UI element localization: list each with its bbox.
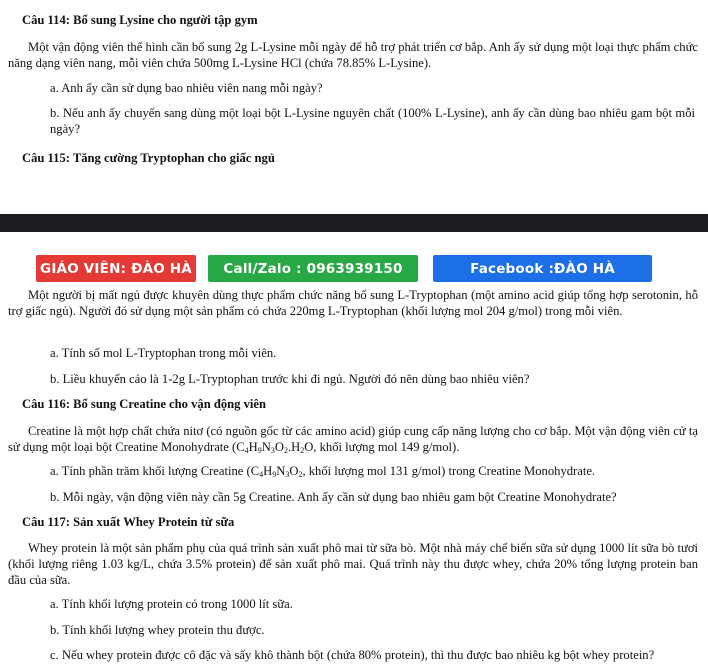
subscript: 2 xyxy=(298,470,303,479)
q115-part-b: b. Liều khuyến cáo là 1-2g L-Tryptophan trước khi đi ngủ. Người đó nên dùng bao nhiêu viên? xyxy=(50,372,530,386)
q116-a-text: N xyxy=(276,464,286,478)
divider-bar xyxy=(0,214,708,232)
q117-part-b: b. Tính khối lượng whey protein thu được. xyxy=(50,623,265,637)
q116-title: Câu 116: Bổ sung Creatine cho vận động viên xyxy=(22,397,266,411)
q115-title: Câu 115: Tăng cường Tryptophan cho giấc ngủ xyxy=(22,151,275,165)
q117-intro: Whey protein là một sản phẩm phụ của quá trình sản xuất phô mai từ sữa bò. Một nhà máy chế biến sữa sử dụng 1000 lít sữa bò tươi (khối lượng riêng 1.03 kg/L, chứa 3.5% protein) để sản xuất phô mai. Quá trình này thu được whey, chứa 20% tổng lượng protein ban đầu của sữa. xyxy=(8,541,698,587)
subscript: 4 xyxy=(259,470,264,479)
q114-part-a: a. Anh ấy cần sử dụng bao nhiêu viên nang mỗi ngày? xyxy=(50,81,323,95)
q117-part-c: c. Nếu whey protein được cô đặc và sấy khô thành bột (chứa 80% protein), thì thu được bao nhiêu kg bột whey protein? xyxy=(50,648,655,662)
q116-intro xyxy=(8,423,698,455)
q116-a-text: , khối lượng mol 131 g/mol) trong Creatine Monohydrate. xyxy=(302,464,596,478)
subscript: 2 xyxy=(283,446,288,455)
subscript: 3 xyxy=(285,470,290,479)
q116-intro-text: N xyxy=(261,440,271,454)
q116-intro-text: O xyxy=(274,440,284,454)
q117-part-a: a. Tính khối lượng protein có trong 1000 lít sữa. xyxy=(50,597,293,611)
q116-a-text: H xyxy=(263,464,273,478)
q116-a-text: a. Tính phần trăm khối lượng Creatine (C xyxy=(50,464,260,478)
q116-intro-text: Creatine là một hợp chất chứa nitơ (có nguồn gốc từ các amino acid) giúp cung cấp năng lượng cho cơ bắp. Một vận động viên cử tạ sử dụng một loại bột Creatine Monohydrate (C xyxy=(8,424,698,454)
teacher-badge[interactable]: GIÁO VIÊN: ĐÀO HÀ xyxy=(36,255,196,282)
q114-title: Câu 114: Bổ sung Lysine cho người tập gym xyxy=(22,13,258,27)
q116-part-b: b. Mỗi ngày, vận động viên này cần 5g Creatine. Anh ấy cần sử dụng bao nhiêu gam bột Creatine Monohydrate? xyxy=(50,490,617,504)
subscript: 9 xyxy=(272,470,277,479)
subscript: 4 xyxy=(244,446,249,455)
q114-intro: Một vận động viên thể hình cần bổ sung 2g L-Lysine mỗi ngày để hỗ trợ phát triển cơ bắp. Anh ấy sử dụng một loại thực phẩm chức năng dạng viên nang, mỗi viên chứa 500mg L-Lysine HCl (chứa 78.85% L-Lysine). xyxy=(8,40,698,70)
q116-a-text: O xyxy=(289,464,299,478)
subscript: 9 xyxy=(257,446,262,455)
q114-part-b: b. Nếu anh ấy chuyển sang dùng một loại bột L-Lysine nguyên chất (100% L-Lysine), anh ấy cần dùng bao nhiêu gam bột mỗi ngày? xyxy=(50,106,695,136)
q115-part-a: a. Tính số mol L-Tryptophan trong mỗi viên. xyxy=(50,346,277,360)
q116-part-a xyxy=(50,463,695,479)
subscript: 2 xyxy=(300,446,305,455)
call-zalo-button[interactable]: Call/Zalo : 0963939150 xyxy=(208,255,418,282)
q116-intro-text: H xyxy=(248,440,258,454)
q117-title: Câu 117: Sản xuất Whey Protein từ sữa xyxy=(22,515,235,529)
q115-intro: Một người bị mất ngủ được khuyên dùng thực phẩm chức năng bổ sung L-Tryptophan (một amino acid giúp tổng hợp serotonin, hỗ trợ giấc ngủ). Người đó sử dụng một sản phẩm có chứa 220mg L-Tryptophan (khối lượng mol 204 g/mol) trong mỗi viên. xyxy=(8,288,698,318)
q116-intro-text: O, khối lượng mol 149 g/mol). xyxy=(304,440,460,454)
q116-intro-text: .H xyxy=(287,440,301,454)
subscript: 3 xyxy=(270,446,275,455)
facebook-button[interactable]: Facebook :ĐÀO HÀ xyxy=(433,255,652,282)
